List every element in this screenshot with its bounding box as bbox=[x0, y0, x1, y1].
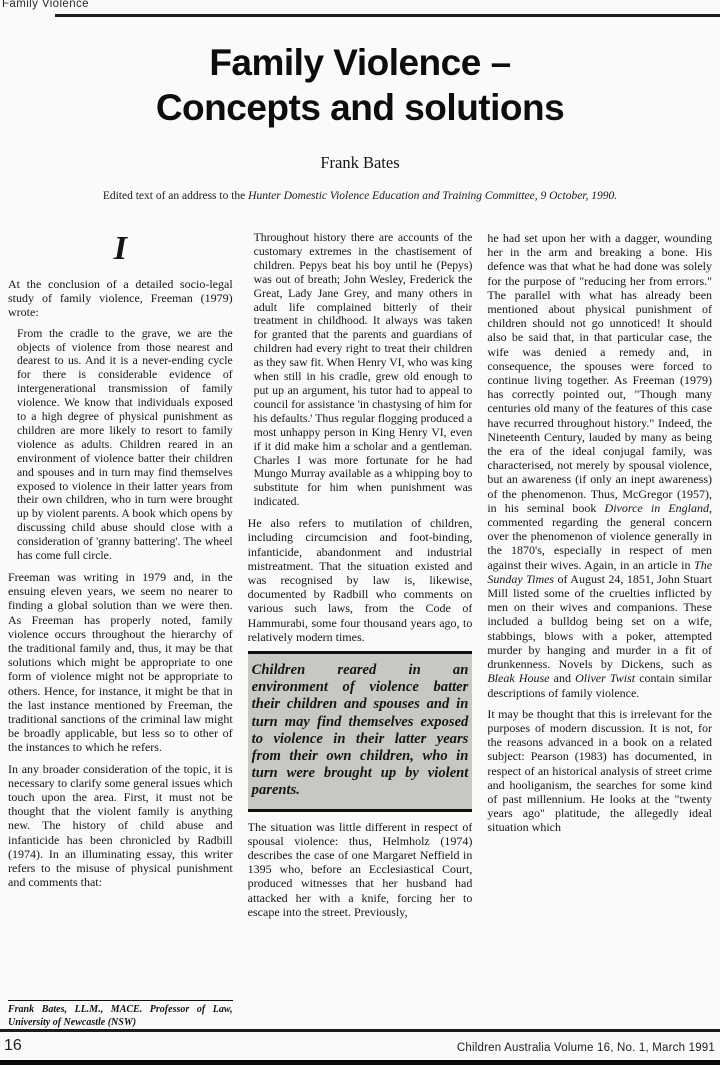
newspaper-title: The Sunday Times bbox=[487, 557, 713, 586]
author-footnote bbox=[8, 997, 233, 1030]
paragraph: At the conclusion of a detailed socio-legal study of family violence, Freeman (1979) wrote: bbox=[8, 277, 233, 320]
page-bottom-bar bbox=[0, 1060, 720, 1065]
title-line-1: Family Violence – bbox=[209, 42, 511, 83]
text-run: and bbox=[549, 671, 576, 686]
paragraph: He also refers to mutilation of children, including circumcision and foot-binding, infanticide, abandonment and industrial mistreatment. That the situation existed and was recognised by law is, likewise, documented by Radbill who comments on various such laws, from the Code of Hammurabi, some four thousand years ago, to relatively modern times. bbox=[247, 516, 473, 644]
subtitle-committee: Hunter Domestic Violence Education and Training Committee bbox=[248, 190, 535, 202]
radbill-blockquote: Throughout history there are accounts of the customary extremes in the chastisement of children. Pepys beat his boy until he (Pepys) was out of breath; John Wesley, Frederick the Great, Lady Jane Grey, and many others in adult life complained bitterly of their treatment in childhood. It always was taken for granted that the parents and guardians of children had every right to treat their children as they saw fit. When Henry VI, who was king when still in his cradle, grew old enough to put up an argument, his tutor had to appeal to council for assistance 'in chastysing of him for his defaults.' Thus regular flogging produced a most unhappy person in King Henry VI, even if it did make him a scholar and a gentleman. Charles I was more fortunate for he had Mungo Murray available as a whipping boy to substitute for him when punishment was indicated. bbox=[253, 231, 473, 509]
column-3 bbox=[487, 231, 712, 1029]
article-subtitle bbox=[0, 190, 720, 202]
paragraph: It may be thought that this is irrelevant for the purposes of modern discussion. It is not, for the reasons advanced in a book on a related subject: Pearson (1983) has documented, in respect of an historical analysis of street crime and hooliganism, the searches for some kind of past millennium. He looks at the "twenty years ago" platitude, the allegedly ideal situation which bbox=[487, 706, 713, 835]
journal-citation: Children Australia Volume 16, No. 1, March 1991 bbox=[456, 1042, 715, 1054]
pull-quote-box: Children reared in an environment of violence batter their children and spouses and in turn may find themselves exposed to violence in their latter years from their own children, who in turn were brought up by violent parents. bbox=[248, 651, 473, 812]
title-line-2: Concepts and solutions bbox=[155, 87, 565, 128]
paragraph: In any broader consideration of the topic, it is necessary to clarify some general issues which touch upon the area. First, it must not be thought that the violent family is anything new. The history of child abuse and infanticide has been chronicled by Radbill (1974). In an illuminating essay, this writer refers to the misuse of physical punishment and comments that: bbox=[8, 761, 233, 890]
footer-rule bbox=[0, 1029, 720, 1032]
text-run: contain similar descriptions of family violence. bbox=[487, 671, 713, 700]
page-title bbox=[0, 40, 720, 130]
footnote-rule bbox=[8, 1000, 233, 1002]
column-2 bbox=[248, 231, 473, 1029]
text-run: of August 24, 1851, John Stuart Mill listed some of the cruelties inflicted by men on their wives and companions. These included a bulldog being set on a wife, stabbings, blows with a poker, attempted murder by hanging and murder in a fit of drunkenness. Novels by Dickens, such as bbox=[487, 571, 713, 672]
freeman-blockquote: From the cradle to the grave, we are the objects of violence from those nearest and dearest to us. And it is a never-ending cycle for there is considerable evidence of intergenerational transmission of family violence. We know that individuals exposed to a high degree of physical punishment as children are more likely to resort to family violence as adults. Children reared in an environment of violence batter their children and spouses and in turn may find themselves exposed to violence in their latter years from their own children, who in turn were brought up by violent parents. A book which opens by discussing child abuse should close with a consideration of 'granny battering'. The wheel has come full circle. bbox=[17, 326, 233, 563]
footnote-text: Frank Bates, LL.M., MACE. Professor of Law, University of Newcastle (NSW) bbox=[8, 1004, 233, 1028]
book-title: Bleak House bbox=[487, 671, 550, 686]
subtitle-prefix: Edited text of an address to the bbox=[102, 190, 249, 202]
paragraph: Freeman was writing in 1979 and, in the ensuing eleven years, we seem no nearer to finding a global solution than we were then. As Freeman has properly noted, family violence occurs throughout the hierarchy of the traditional family and, thus, it may be that solutions which might be appropriate to one form of violence might not be appropriate to others. Hence, for instance, it might be that in the last instance mentioned by Freeman, the traditional sanctions of the criminal law might be broadly applicable, but less so to other of the instances to which he refers. bbox=[8, 570, 233, 755]
book-title: Divorce in England bbox=[604, 500, 710, 515]
subtitle-date: , 9 October, 1990. bbox=[534, 190, 618, 202]
text-run: he had set upon her with a dagger, wounding her in the arm and breaking a bone. His defence was that what he had done was solely for the purpose of "reducing her from errors." The parallel with what has already been mentioned about physical punishment of children should not go unnoticed! It should also be said that, in that particular case, the wife was denied a remedy and, in consequence, the spouses were forced to continue living together. As Freeman (1979) has correctly pointed out, "Though many centuries old many of the features of this case have recurred throughout history." Indeed, the Nineteenth Century, lauded by many as being the era of the ideal conjugal family, was characterised, not merely by spousal violence, but an awareness (if only an inept awareness) of the phenomenon. Thus, McGregor (1957), in his seminal book bbox=[487, 231, 713, 515]
article-columns bbox=[8, 231, 712, 1029]
book-title: Oliver Twist bbox=[575, 671, 636, 686]
column-1 bbox=[8, 231, 233, 1029]
running-head: Family Violence bbox=[2, 0, 89, 10]
paragraph: The situation was little different in respect of spousal violence: thus, Helmholz (1974) describes the case of one Margaret Neffield in 1395 who, before an Ecclesiastical Court, produced witnesses that her husband had attacked her with a knife, forcing her to escape into the street. Previously, bbox=[247, 819, 473, 919]
page-number: 16 bbox=[4, 1037, 22, 1054]
header-rule bbox=[55, 14, 720, 17]
paragraph bbox=[487, 231, 712, 700]
section-numeral: I bbox=[113, 231, 127, 267]
author-byline: Frank Bates bbox=[320, 153, 400, 172]
text-run: , commented regarding the general concern over the phenomenon of violence generally in the 1870's, especially in respect of men against their wives. Again, in an article in bbox=[487, 500, 713, 572]
